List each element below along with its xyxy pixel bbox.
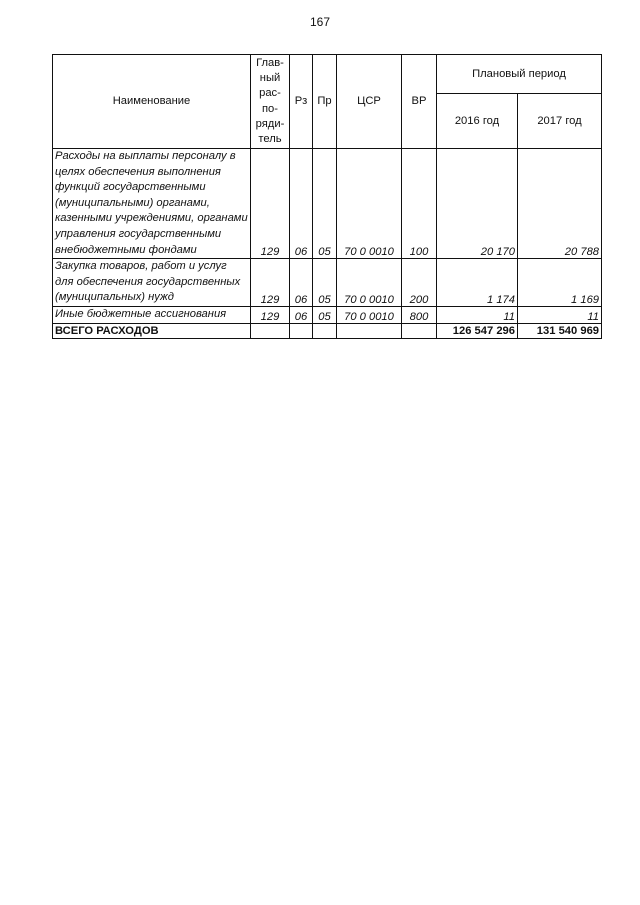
header-rz: Рз xyxy=(290,55,313,149)
table-row xyxy=(53,149,602,259)
header-year-2017: 2017 год xyxy=(518,94,602,149)
expenditure-table xyxy=(52,54,602,339)
total-amount-2017: 131 540 969 xyxy=(518,323,602,338)
header-row-top xyxy=(53,55,602,94)
row-amount-2017: 11 xyxy=(518,306,602,323)
row-ministry: 129 xyxy=(251,259,290,307)
row-ministry: 129 xyxy=(251,149,290,259)
page-number: 167 xyxy=(309,15,331,29)
row-amount-2017: 1 169 xyxy=(518,259,602,307)
row-vr: 100 xyxy=(402,149,437,259)
header-planned-period: Плановый период xyxy=(437,55,602,94)
total-empty-vr xyxy=(402,323,437,338)
row-csr: 70 0 0010 xyxy=(337,259,402,307)
total-empty-ministry xyxy=(251,323,290,338)
table-row xyxy=(53,306,602,323)
row-pr: 05 xyxy=(313,306,337,323)
row-vr: 800 xyxy=(402,306,437,323)
row-vr: 200 xyxy=(402,259,437,307)
total-amount-2016: 126 547 296 xyxy=(437,323,518,338)
row-csr: 70 0 0010 xyxy=(337,306,402,323)
row-rz: 06 xyxy=(290,259,313,307)
total-empty-rz xyxy=(290,323,313,338)
row-rz: 06 xyxy=(290,306,313,323)
row-amount-2016: 20 170 xyxy=(437,149,518,259)
header-ministry: Глав- ный рас- по- ряди- тель xyxy=(251,55,290,149)
row-csr: 70 0 0010 xyxy=(337,149,402,259)
total-empty-pr xyxy=(313,323,337,338)
row-amount-2017: 20 788 xyxy=(518,149,602,259)
header-vr: ВР xyxy=(402,55,437,149)
row-ministry: 129 xyxy=(251,306,290,323)
row-name: Закупка товаров, работ и услуг для обеспечения государственных (муниципальных) нужд xyxy=(53,259,251,307)
header-csr: ЦСР xyxy=(337,55,402,149)
row-name: Расходы на выплаты персоналу в целях обеспечения выполнения функций государственными (муниципальными) органами, казенными учреждениями, органами управления государственными внебюджетными фондами xyxy=(53,149,251,259)
row-amount-2016: 11 xyxy=(437,306,518,323)
row-rz: 06 xyxy=(290,149,313,259)
row-amount-2016: 1 174 xyxy=(437,259,518,307)
header-year-2016: 2016 год xyxy=(437,94,518,149)
total-label: ВСЕГО РАСХОДОВ xyxy=(53,323,251,338)
row-pr: 05 xyxy=(313,259,337,307)
header-name: Наименование xyxy=(53,55,251,149)
table-row xyxy=(53,259,602,307)
row-name: Иные бюджетные ассигнования xyxy=(53,306,251,323)
total-empty-csr xyxy=(337,323,402,338)
total-row xyxy=(53,323,602,338)
header-pr: Пр xyxy=(313,55,337,149)
row-pr: 05 xyxy=(313,149,337,259)
